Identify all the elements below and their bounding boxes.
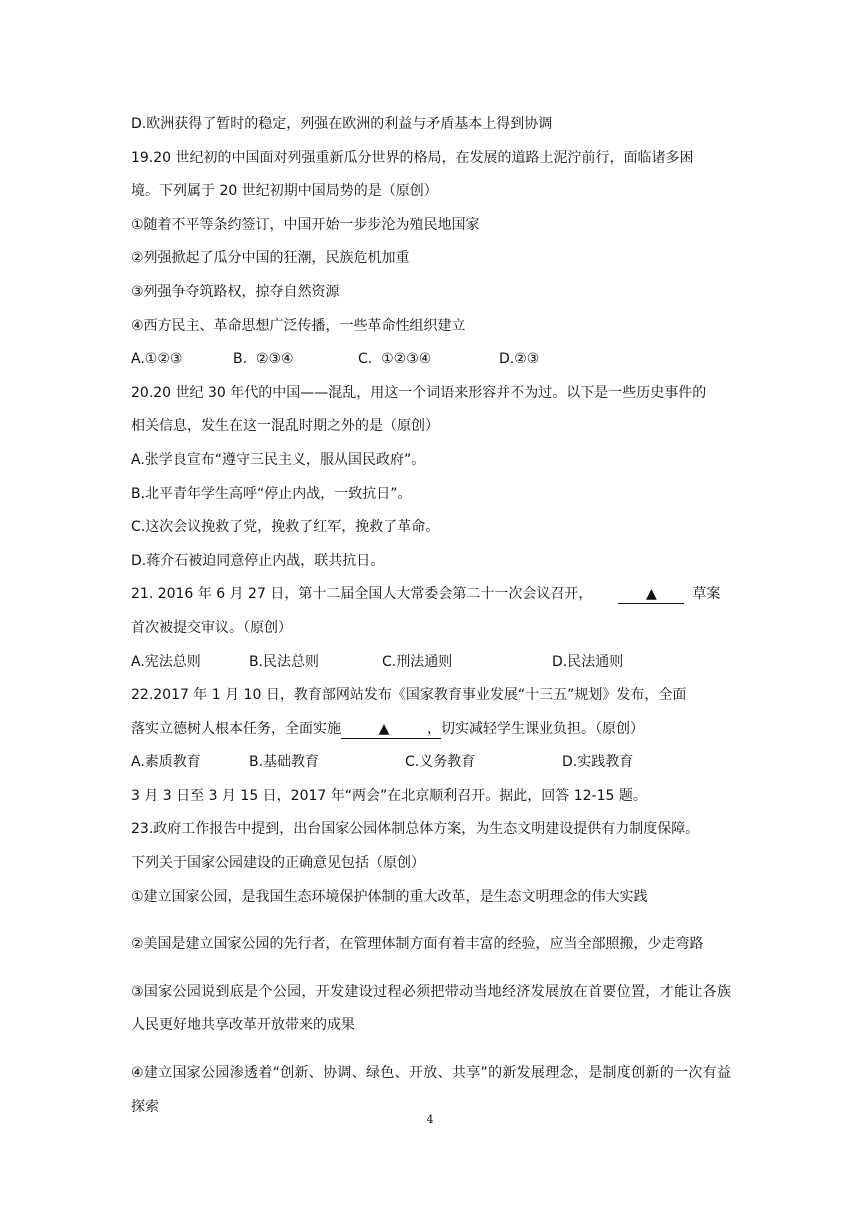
q22-blank-mark: ▲	[378, 720, 390, 737]
q20-option-c: C.这次会议挽救了党，挽救了红军，挽救了革命。	[131, 519, 440, 536]
q22-answer-blank	[341, 720, 441, 739]
q21-stem-line1	[131, 578, 731, 612]
q22-option-b: B.基础教育	[249, 754, 320, 771]
q19-item-4: ④西方民主、革命思想广泛传播，一些革命性组织建立	[131, 317, 466, 334]
q19-option-c: C. ①②③④	[358, 351, 432, 368]
q21-option-a: A.宪法总则	[131, 653, 201, 670]
q20-option-d: D.蒋介石被迫同意停止内战，联共抗日。	[131, 552, 385, 569]
q22-blank-tail: ，	[427, 720, 441, 737]
q22-options	[131, 746, 731, 780]
q19-option-a: A.①②③	[131, 351, 183, 368]
q23-stem-line2: 下列关于国家公园建设的正确意见包括（原创）	[131, 855, 425, 872]
q22-stem-line1: 22.2017 年 1 月 10 日，教育部网站发布《国家教育事业发展“十三五”规划》发布，全面	[131, 687, 687, 704]
q19-option-b: B. ②③④	[233, 351, 294, 368]
q22-stem-before: 落实立德树人根本任务，全面实施	[131, 720, 341, 737]
q19-item-3: ③列强争夺筑路权，掠夺自然资源	[131, 283, 340, 300]
q20-stem-line2: 相关信息，发生在这一混乱时期之外的是（原创）	[131, 418, 439, 435]
page-number: 4	[426, 1113, 434, 1126]
q21-option-c: C.刑法通则	[382, 653, 453, 670]
q21-option-b: B.民法总则	[249, 653, 320, 670]
q23-item-3: ③国家公园说到底是个公园，开发建设过程必须把带动当地经济发展放在首要位置，才能让各族人民更好地共享改革开放带来的成果	[131, 983, 731, 1034]
q21-options	[131, 646, 731, 680]
q21-stem-after: 草案	[692, 586, 721, 603]
q20-stem-line1: 20.20 世纪 30 年代的中国——混乱，用这一个词语来形容并不为过。以下是一些历史事件的	[131, 384, 707, 401]
q22-stem-after: 切实减轻学生课业负担。（原创）	[441, 720, 644, 737]
q21-answer-blank: ▲	[618, 585, 684, 604]
q20-option-a: A.张学良宣布“遵守三民主义，服从国民政府”。	[131, 451, 426, 468]
q19-stem-line1: 19.20 世纪初的中国面对列强重新瓜分世界的格局，在发展的道路上泥泞前行，面临诸多困	[131, 149, 694, 166]
q19-item-2: ②列强掀起了瓜分中国的狂潮，民族危机加重	[131, 250, 410, 267]
q23-item-1: ①建立国家公园，是我国生态环境保护体制的重大改革，是生态文明理念的伟大实践	[131, 888, 648, 905]
q22-option-a: A.素质教育	[131, 754, 201, 771]
q19-item-1: ①随着不平等条约签订，中国开始一步步沦为殖民地国家	[131, 216, 480, 233]
q21-stem-line2: 首次被提交审议。（原创）	[131, 619, 292, 636]
q22-option-c: C.义务教育	[405, 754, 476, 771]
q21-stem-before: 21. 2016 年 6 月 27 日，第十二届全国人大常委会第二十一次会议召开，	[131, 586, 593, 603]
q19-option-d: D.②③	[499, 351, 540, 368]
q22-stem-line2	[131, 713, 731, 747]
q23-item-2: ②美国是建立国家公园的先行者，在管理体制方面有着丰富的经验，应当全部照搬，少走弯路	[131, 936, 704, 953]
q21-option-d: D.民法通则	[552, 653, 624, 670]
q23-item-4: ④建立国家公园渗透着“创新、协调、绿色、开放、共享”的新发展理念，是制度创新的一次有益探索	[131, 1065, 731, 1115]
q22-option-d: D.实践教育	[562, 754, 634, 771]
q23-stem-line1: 23.政府工作报告中提到，出台国家公园体制总体方案，为生态文明建设提供有力制度保障。	[131, 821, 700, 838]
q18-option-d: D.欧洲获得了暂时的稳定，列强在欧洲的利益与矛盾基本上得到协调	[131, 116, 553, 132]
q19-options	[131, 343, 731, 377]
q19-stem-line2: 境。下列属于 20 世纪初期中国局势的是（原创）	[131, 183, 438, 200]
q20-option-b: B.北平青年学生高呼“停止内战，一致抗日”。	[131, 485, 412, 502]
question-content	[131, 108, 731, 1138]
section-intro: 3 月 3 日至 3 月 15 日，2017 年“两会”在北京顺利召开。据此，回答 12-15 题。	[131, 787, 647, 804]
